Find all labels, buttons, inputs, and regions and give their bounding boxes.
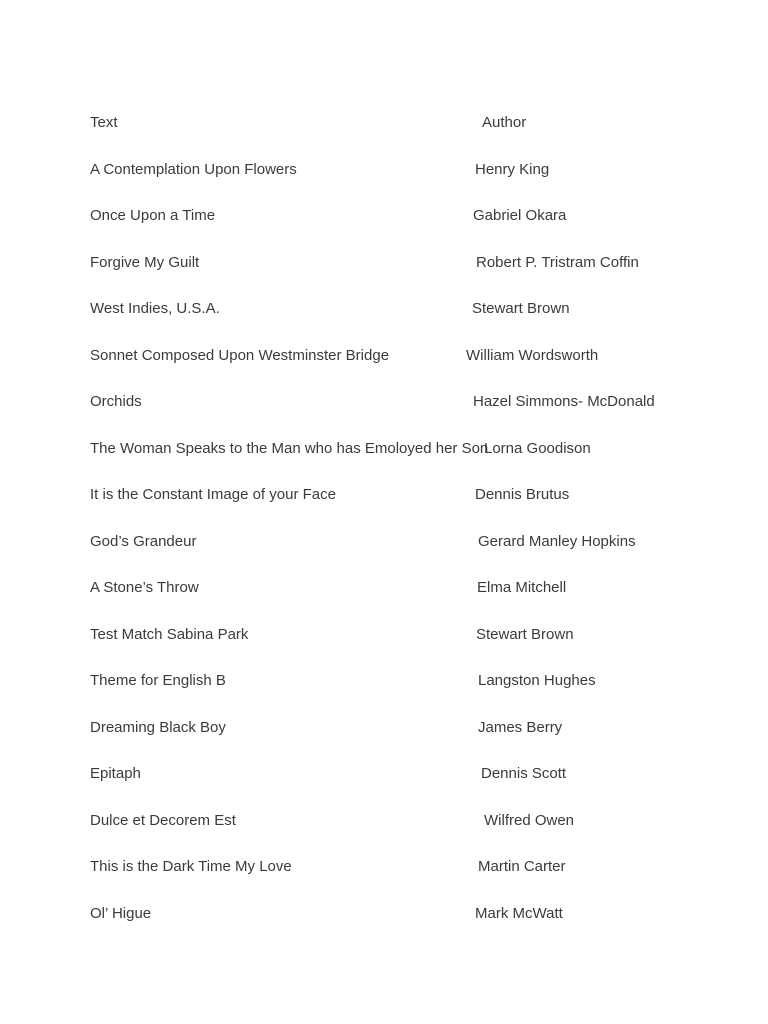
- list-item: [0, 390, 768, 414]
- poem-author: Lorna Goodison: [484, 439, 591, 457]
- poem-title: It is the Constant Image of your Face: [90, 486, 336, 503]
- poem-author: Langston Hughes: [478, 672, 596, 689]
- poem-author: Wilfred Owen: [484, 811, 575, 829]
- poem-author: Robert P. Tristram Coffin: [476, 253, 639, 271]
- list-item: [0, 251, 768, 275]
- poem-title: Sonnet Composed Upon Westminster Bridge: [90, 346, 390, 364]
- list-item: [0, 158, 768, 182]
- poem-title: Forgive My Guilt: [90, 253, 200, 271]
- poem-author: Hazel Simmons- McDonald: [473, 393, 655, 410]
- poem-title: Test Match Sabina Park: [90, 625, 249, 643]
- list-item: [0, 669, 768, 693]
- list-item: [0, 204, 768, 228]
- poem-title: Ol’ Higue: [90, 904, 152, 922]
- poem-author: James Berry: [478, 718, 563, 736]
- title-column-header: Text: [90, 114, 118, 131]
- list-item: [0, 437, 768, 461]
- poem-author: Dennis Scott: [481, 765, 567, 782]
- poem-author: Elma Mitchell: [477, 579, 567, 596]
- author-column-header: Author: [482, 114, 527, 131]
- list-item: [0, 716, 768, 740]
- header-row: [0, 111, 768, 135]
- poem-title: This is the Dark Time My Love: [90, 858, 292, 875]
- list-item: [0, 902, 768, 926]
- list-item: [0, 762, 768, 786]
- poem-title: Dulce et Decorem Est: [90, 811, 236, 829]
- poem-title: Dreaming Black Boy: [90, 718, 226, 736]
- poem-title: A Stone’s Throw: [90, 579, 199, 596]
- list-item: [0, 576, 768, 600]
- poem-title: West Indies, U.S.A.: [90, 300, 220, 317]
- poem-author: Gabriel Okara: [473, 207, 567, 224]
- list-item: [0, 623, 768, 647]
- list-item: [0, 344, 768, 368]
- poem-title: Once Upon a Time: [90, 207, 216, 224]
- poem-author: William Wordsworth: [466, 346, 599, 364]
- poem-title: Theme for English B: [90, 672, 226, 689]
- poem-author: Stewart Brown: [476, 625, 574, 643]
- poem-author: Mark McWatt: [475, 904, 563, 922]
- poem-title: God’s Grandeur: [90, 532, 197, 550]
- list-item: [0, 809, 768, 833]
- poem-author: Martin Carter: [478, 858, 566, 875]
- poem-title: Orchids: [90, 393, 142, 410]
- list-item: [0, 297, 768, 321]
- poem-author: Dennis Brutus: [475, 486, 570, 503]
- list-item: [0, 530, 768, 554]
- list-item: [0, 483, 768, 507]
- poem-author: Stewart Brown: [472, 300, 570, 317]
- poem-title: Epitaph: [90, 765, 141, 782]
- poem-title: The Woman Speaks to the Man who has Emoloyed her Son: [90, 439, 489, 457]
- poem-title: A Contemplation Upon Flowers: [90, 160, 297, 178]
- poem-author: Gerard Manley Hopkins: [478, 532, 636, 550]
- poem-author: Henry King: [475, 160, 550, 178]
- list-item: [0, 855, 768, 879]
